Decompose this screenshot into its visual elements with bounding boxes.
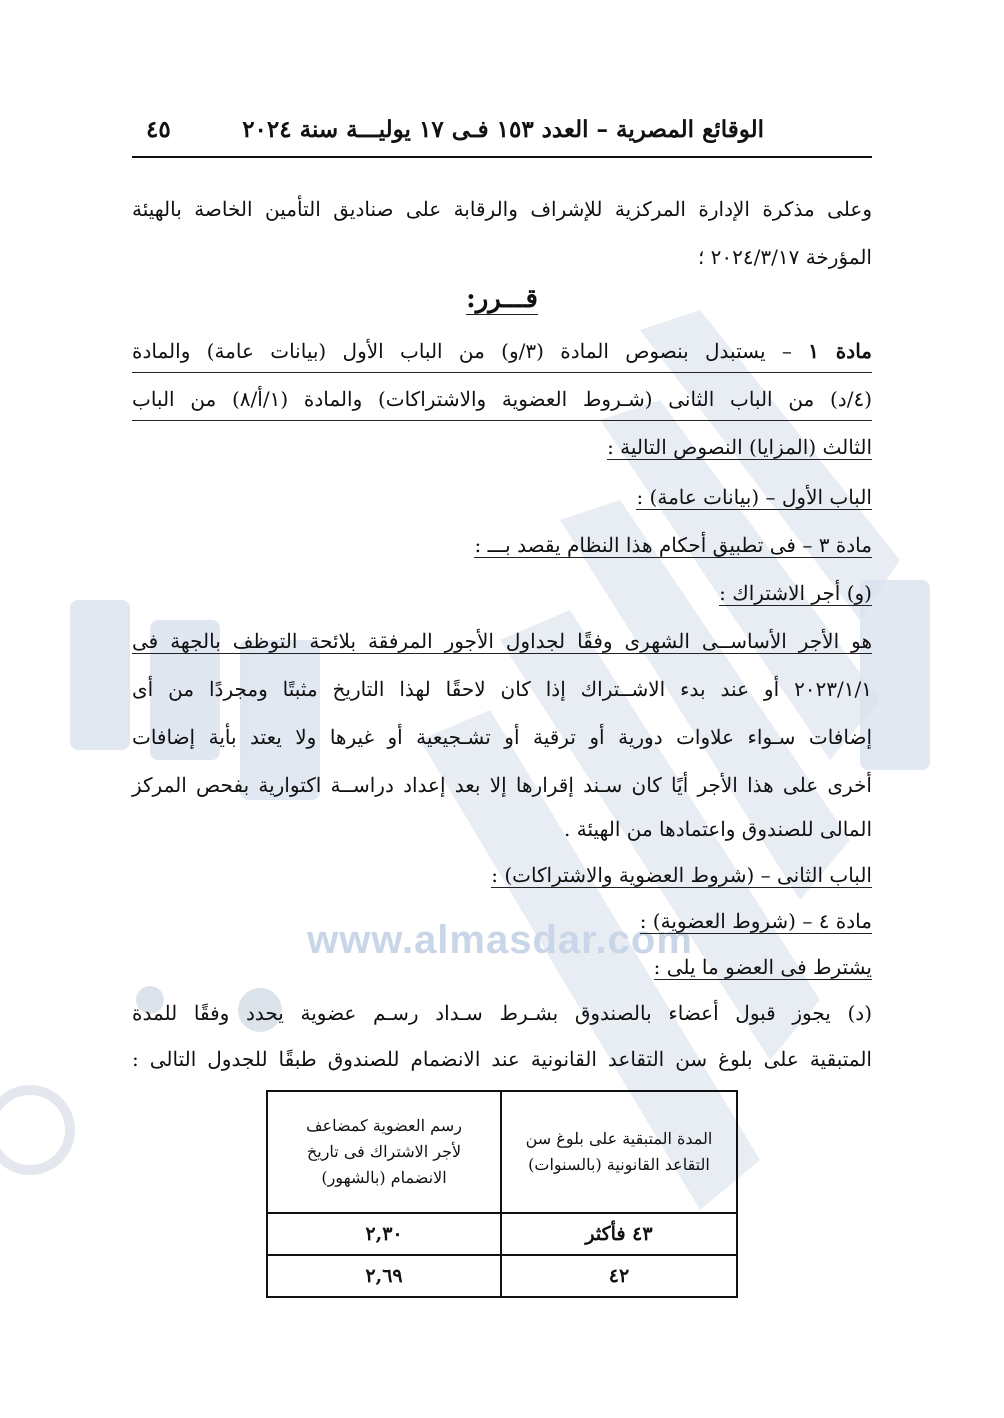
table-header-years-line: التقاعد القانونية (بالسنوات) xyxy=(528,1155,710,1174)
article1-line-3 xyxy=(132,432,872,462)
article1-number: مادة ١ xyxy=(808,339,872,363)
article3-text: مادة ٣ – فى تطبيق أحكام هذا النظام يقصد بـــ : xyxy=(474,533,872,557)
item-w-text: (و) أجر الاشتراك : xyxy=(719,581,872,605)
paragraph-line-1-text: هو الأجر الأساســى الشهرى وفقًا لجداول الأجور المرفقة بلائحة التوظف بالجهة فى xyxy=(132,629,872,653)
item-d-line-1: (د) يجوز قبول أعضاء بالصندوق بشـرط سـداد رسـم عضوية يحدد وفقًا للمدة xyxy=(132,1001,872,1025)
table-header-years-line: المدة المتبقية على بلوغ سن xyxy=(525,1129,713,1148)
condition-text: يشترط فى العضو ما يلى : xyxy=(653,955,872,979)
intro-line-1: وعلى مذكرة الإدارة المركزية للإشراف والرقابة على صناديق التأمين الخاصة بالهيئة xyxy=(132,197,872,221)
membership-fee-table xyxy=(266,1090,738,1298)
article1-line-2: (٤/د) من الباب الثانى (شـروط العضوية والاشتراكات) والمادة (١/أ/٨) من الباب xyxy=(132,387,872,411)
table-header-years xyxy=(501,1091,737,1213)
chapter1-title xyxy=(132,482,872,512)
article1-line-1 xyxy=(132,336,872,366)
underline xyxy=(132,372,872,373)
table-header-multiple xyxy=(267,1091,501,1213)
chapter2-title-text: الباب الثانى – (شروط العضوية والاشتراكات) : xyxy=(491,863,872,887)
table-header-multiple-line: لأجر الاشتراك فى تاريخ xyxy=(306,1142,462,1161)
article3-line xyxy=(132,530,872,560)
underline xyxy=(132,420,872,421)
table-cell-multiple: ٢,٦٩ xyxy=(267,1255,501,1297)
condition-line xyxy=(132,952,872,982)
decree-heading xyxy=(132,284,872,314)
page-header xyxy=(132,116,872,158)
paragraph-line-3: إضافات سـواء علاوات دورية أو ترقية أو تشـجيعية أو غيرها ولا يعتد بأية إضافات xyxy=(132,725,872,749)
article1-line-3-text: الثالث (المزايا) النصوص التالية : xyxy=(607,435,872,459)
table-row xyxy=(267,1255,737,1297)
decree-heading-text: قـــرر: xyxy=(466,284,538,314)
table-cell-years: ٤٢ xyxy=(501,1255,737,1297)
page-number: ٤٥ xyxy=(146,116,171,143)
table-header-multiple-line: الانضمام (بالشهور) xyxy=(321,1168,447,1187)
item-w-line xyxy=(132,578,872,608)
watermark-url: www.almasdar.com xyxy=(307,918,693,962)
table-header-multiple-line: رسم العضوية كمضاعف xyxy=(306,1116,462,1135)
table-cell-years: ٤٣ فأكثر xyxy=(501,1213,737,1255)
item-d-line-2: المتبقية على بلوغ سن التقاعد القانونية عند الانضمام للصندوق طبقًا للجدول التالى : xyxy=(132,1047,872,1071)
article4-text: مادة ٤ – (شروط العضوية) : xyxy=(639,909,872,933)
article4-line xyxy=(132,906,872,936)
article1-text: – يستبدل بنصوص المادة (٣/و) من الباب الأول (بيانات عامة) والمادة xyxy=(132,339,809,363)
paragraph-line-4: أخرى على هذا الأجر أيًا كان سـند إقرارها إلا بعد إعداد دراســة اكتوارية بفحص المركز xyxy=(132,773,872,797)
paragraph-line-1 xyxy=(132,626,872,656)
chapter2-title xyxy=(132,860,872,890)
paragraph-line-5: المالى للصندوق واعتمادها من الهيئة . xyxy=(564,817,872,841)
table-row xyxy=(267,1213,737,1255)
gazette-title: الوقائع المصرية – العدد ١٥٣ فـى ١٧ يوليـــة سنة ٢٠٢٤ xyxy=(242,116,764,143)
intro-line-2: المؤرخة ٢٠٢٤/٣/١٧ ؛ xyxy=(697,245,872,269)
chapter1-title-text: الباب الأول – (بيانات عامة) : xyxy=(636,485,872,509)
paragraph-line-2: ٢٠٢٣/١/١ أو عند بدء الاشــتراك إذا كان لاحقًا لهذا التاريخ مثبتًا ومجردًا من أى xyxy=(132,677,872,701)
table-cell-multiple: ٢,٣٠ xyxy=(267,1213,501,1255)
table-header-row xyxy=(267,1091,737,1213)
